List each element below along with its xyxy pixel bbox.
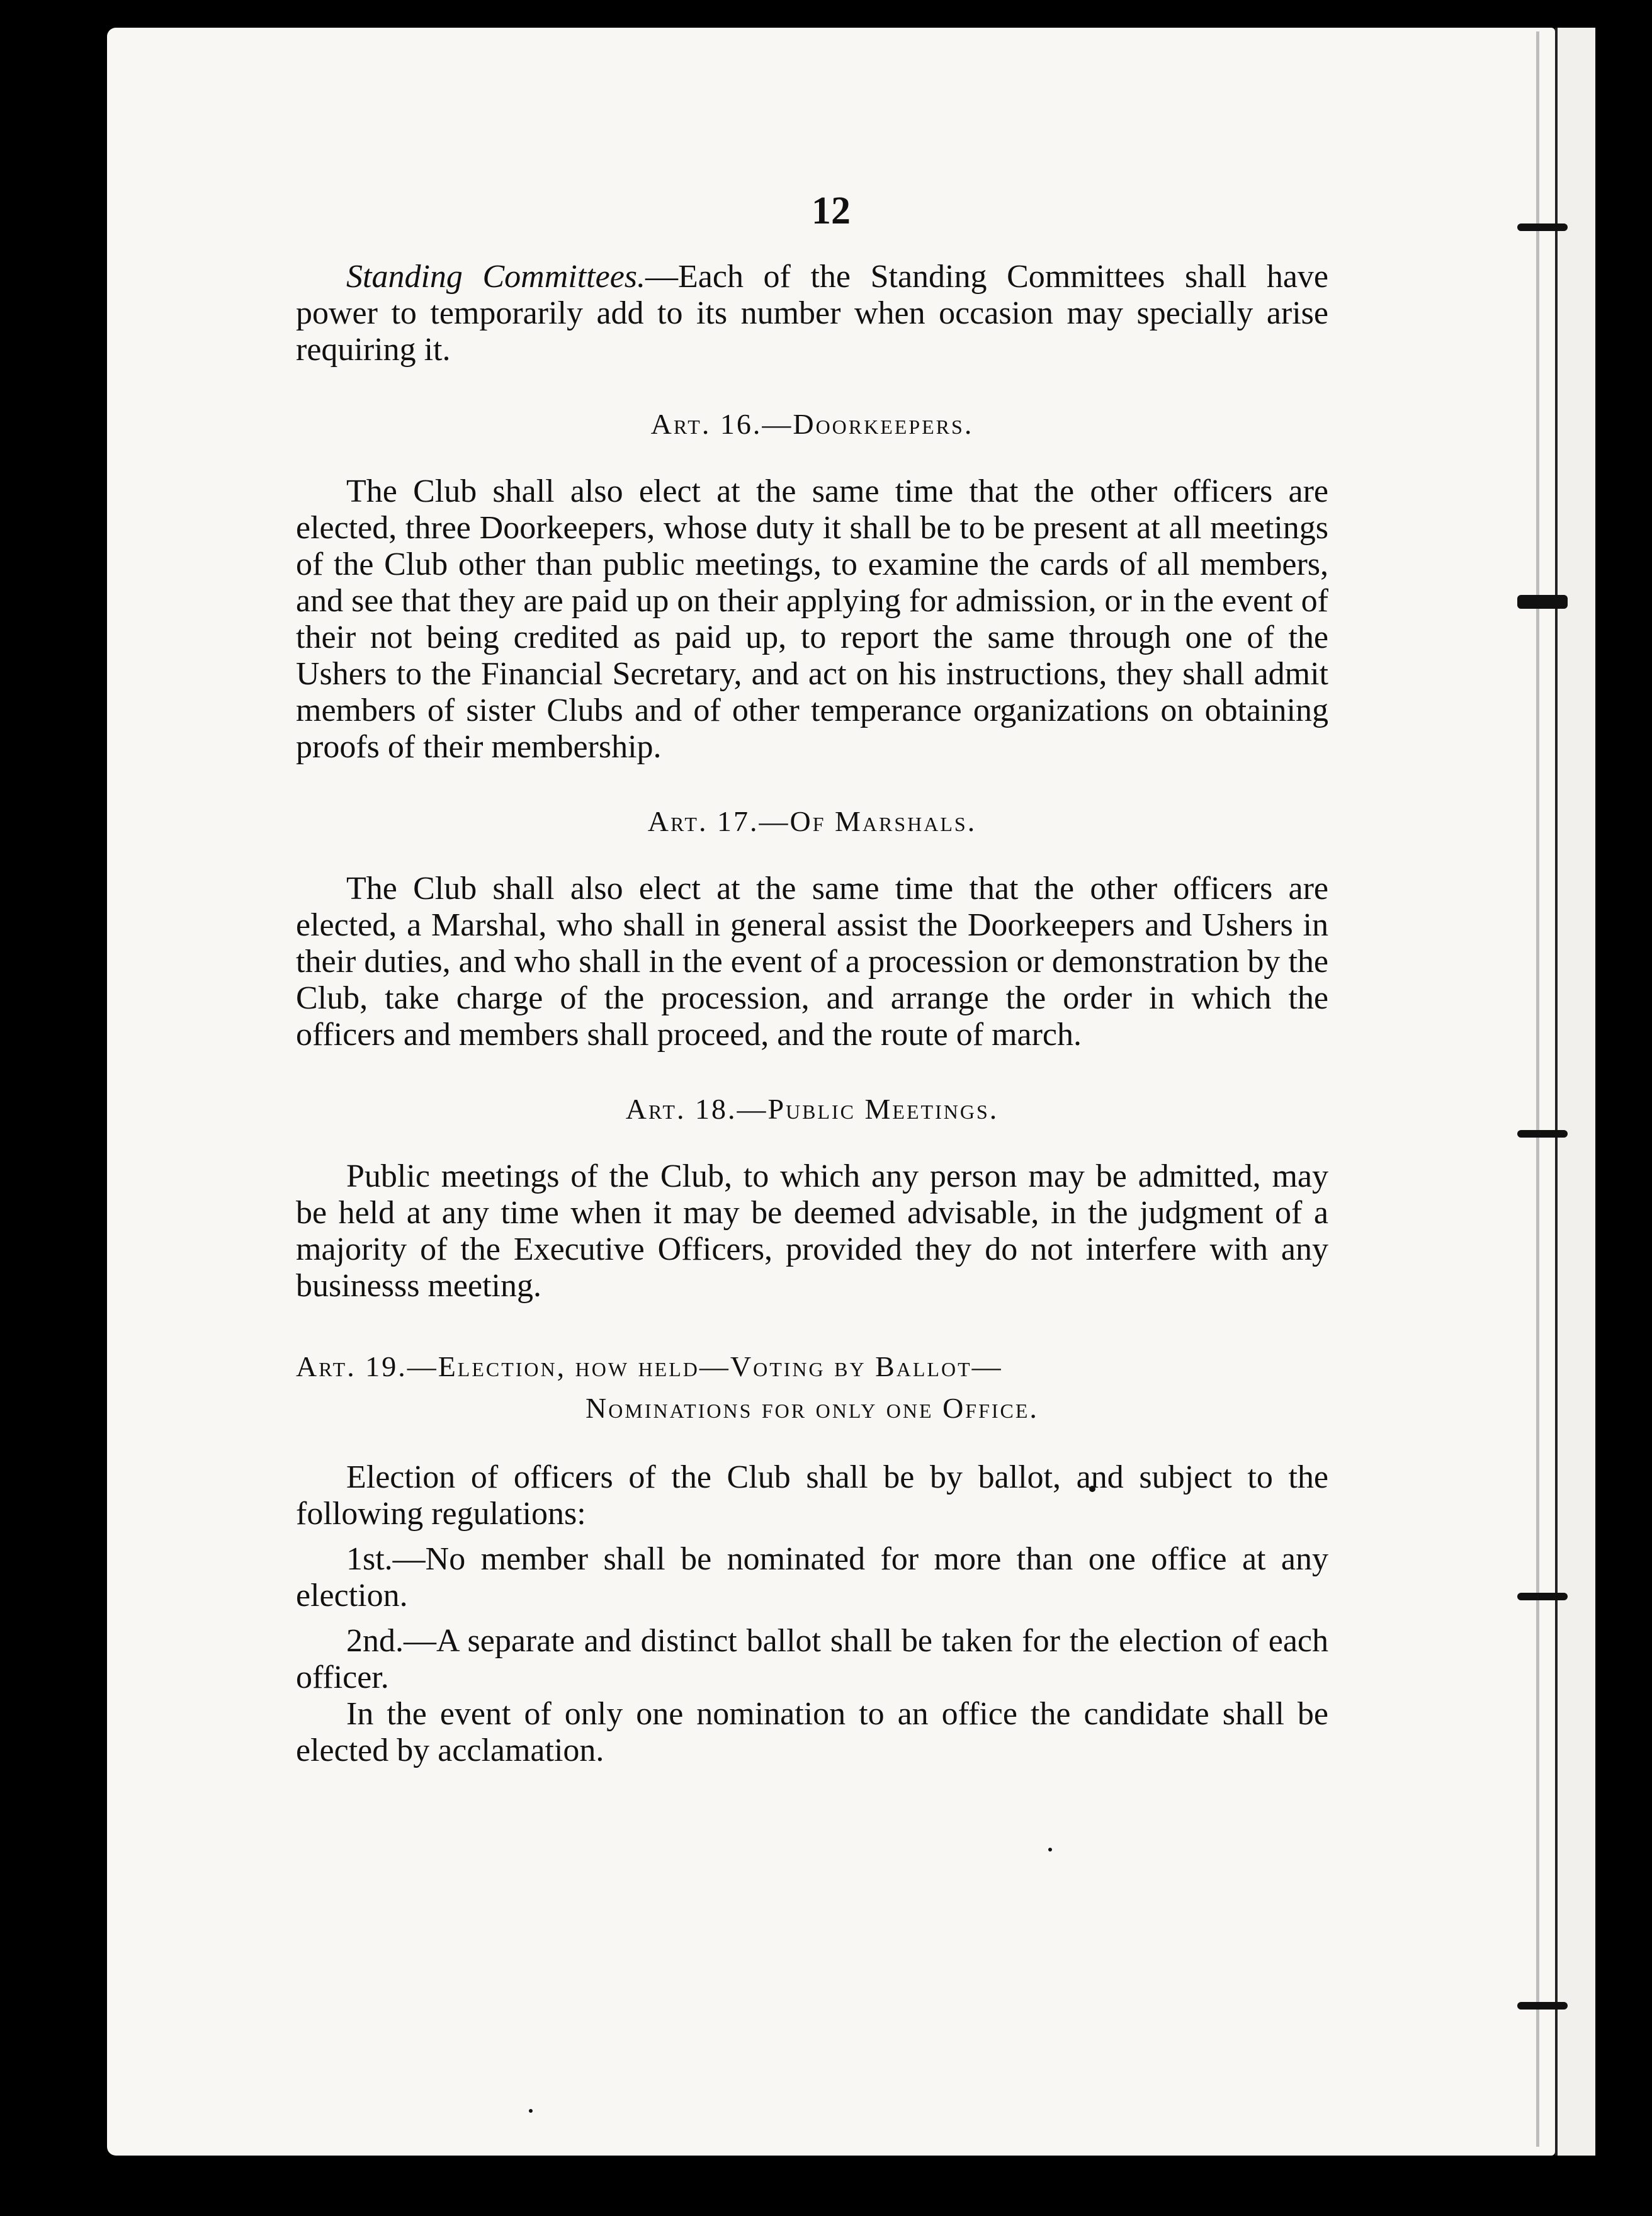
- art17-paragraph: The Club shall also elect at the same time that the other officers are elected, a Marshal, who shall in general assist the Doorkeepers and Ushers in their duties, and who shall in the event of a procession or demonstration by the Club, take charge of the procession, and arrange the order in which the officers and members shall proceed, and the route of march.: [296, 871, 1328, 1053]
- binding-fold-line: [1536, 31, 1539, 2147]
- page-number: 12: [812, 189, 851, 232]
- art18-paragraph: Public meetings of the Club, to which any person may be admitted, may be held at any time when it may be deemed advisable, in the judgment of a majority of the Executive Officers, provided they do not interfere with any businesss meeting.: [296, 1158, 1328, 1304]
- binding-edge: [1555, 28, 1595, 2156]
- art19-heading: [296, 1346, 1328, 1429]
- art19-rule-2: 2nd.—A separate and distinct ballot shall be taken for the election of each officer.: [296, 1623, 1328, 1695]
- art19-rule-1: 1st.—No member shall be nominated for more than one office at any election.: [296, 1541, 1328, 1614]
- scan-speck: [529, 2109, 533, 2113]
- art19-heading-line2: Nominations for only one Office.: [586, 1392, 1039, 1424]
- art16-heading: Art. 16.—Doorkeepers.: [650, 408, 974, 440]
- binding-stitch-mark: [1517, 2002, 1568, 2010]
- scan-speck: [1048, 1848, 1052, 1851]
- art19-closing: In the event of only one nomination to an office the candidate shall be elected by acclamation.: [296, 1696, 1328, 1768]
- standing-committees-text: —Each of the Standing Committees shall have power to temporarily add to its number when occasion may specially arise requiring it.: [296, 259, 1328, 368]
- art19-intro: Election of officers of the Club shall be by ballot, and subject to the following regulations:: [296, 1459, 1328, 1532]
- binding-stitch-mark: [1517, 1130, 1568, 1138]
- binding-stitch-mark: [1517, 595, 1568, 609]
- binding-stitch-mark: [1517, 1593, 1568, 1600]
- standing-committees-lead: Standing Committees.: [346, 259, 646, 295]
- art16-paragraph: The Club shall also elect at the same time that the other officers are elected, three Doorkeepers, whose duty it shall be to be present at all meetings of the Club other than public meetings, to examine the cards of all members, and see that they are paid up on their applying for admission, or in the event of their not being credited as paid up, to report the same through one of the Ushers to the Financial Secretary, and act on his instructions, they shall admit members of sister Clubs and of other temperance organizations on obtaining proofs of their membership.: [296, 473, 1328, 765]
- art17-heading: Art. 17.—Of Marshals.: [647, 805, 977, 837]
- binding-stitch-mark: [1517, 223, 1568, 231]
- standing-committees-paragraph: [296, 259, 1328, 368]
- art18-heading: Art. 18.—Public Meetings.: [625, 1093, 999, 1125]
- art19-heading-line1: Art. 19.—Election, how held—Voting by Ballot—: [296, 1350, 1003, 1382]
- document-body: [296, 189, 1328, 1769]
